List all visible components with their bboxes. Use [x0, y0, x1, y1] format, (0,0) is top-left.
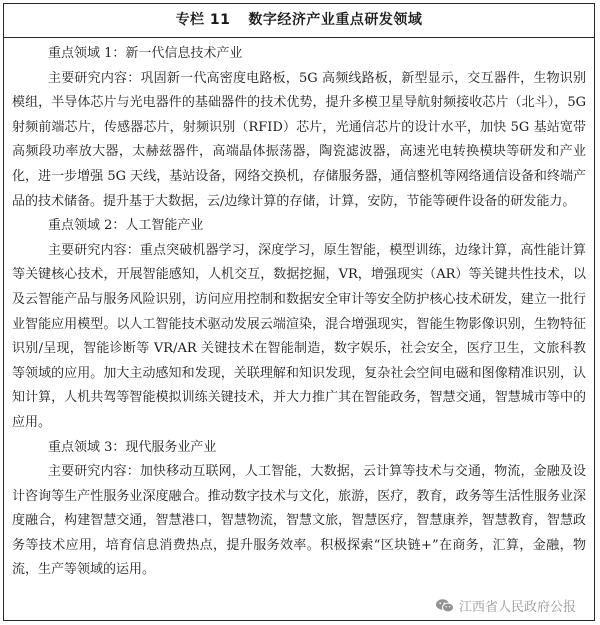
- watermark-text: 江西省人民政府公报: [458, 600, 576, 615]
- section-1-heading: 重点领域 1：新一代信息技术产业: [48, 46, 243, 61]
- box-title: [4, 4, 594, 38]
- box-content: [4, 38, 594, 583]
- column-box: [3, 3, 595, 621]
- box-title-text: 数字经济产业重点研发领域: [248, 12, 423, 28]
- section-3-body: 主要研究内容：加快移动互联网，人工智能，大数据，云计算等技术与交通，物流，金融及设计咨询等生产性服务业深度融合。推动数字技术与文化，旅游，医疗，教育，政务等生活性服务业深度融合，构建智慧交通，智慧港口，智慧物流，智慧文旅，智慧医疗，智慧康养，智慧教育，智慧政务等技术应用，培育信息消费热点，提升服务效率。积极探索“区块链+”在商务，汇算，金融，物流，生产等领域的运用。: [12, 464, 586, 578]
- section-1-body: 主要研究内容：巩固新一代高密度电路板，5G 高频线路板，新型显示，交互器件，生物识别模组，半导体芯片与光电器件的基础器件的技术优势，提升多模卫星导航射频接收芯片（北斗），5G 射频前端芯片，传感器芯片，射频识别（RFID）芯片，光通信芯片的设计水平，加快 5G 基站宽带高频段功率放大器，太赫兹器件，高端晶体振荡器，陶瓷滤波器，高速光电转换模块等研发和产业化，进一步增强 5G 天线，基站设备，网络交换机，存储服务器，通信整机等网络通信设备和终端产品的技术储备。提升基于大数据，云/边缘计算的存储，计算，安防，节能等硬件设备的研发能力。: [12, 70, 586, 209]
- section-3-heading: 重点领域 3：现代服务业产业: [48, 439, 217, 455]
- box-title-prefix: 专栏 11: [175, 12, 231, 28]
- section-2-body: 主要研究内容：重点突破机器学习，深度学习，原生智能，模型训练，边缘计算，高性能计算等关键核心技术，开展智能感知，人机交互，数据挖掘，VR，增强现实（AR）等关键共性技术，以及云智能产品与服务风险识别，访问应用控制和数据安全审计等安全防护核心技术研发，建立一批行业智能应用模型。以人工智能技术驱动发展云端渲染，混合增强现实，智能生物影像识别，生物特征识别/呈现，智能诊断等 VR/AR 关键技术在智能制造，数字娱乐，社会安全，医疗卫生，文旅科教等领域的应用。加大主动感知和发现，关联理解和知识发现，复杂社会空间电磁和图像精准识别，认知计算，人机共驾等智能模拟训练关键技术，并大力推广其在智能政务，智慧交通，智慧城市等中的应用。: [12, 242, 586, 430]
- section-2-heading: 重点领域 2：人工智能产业: [48, 218, 204, 234]
- wechat-icon: [435, 598, 455, 614]
- watermark: [435, 596, 576, 615]
